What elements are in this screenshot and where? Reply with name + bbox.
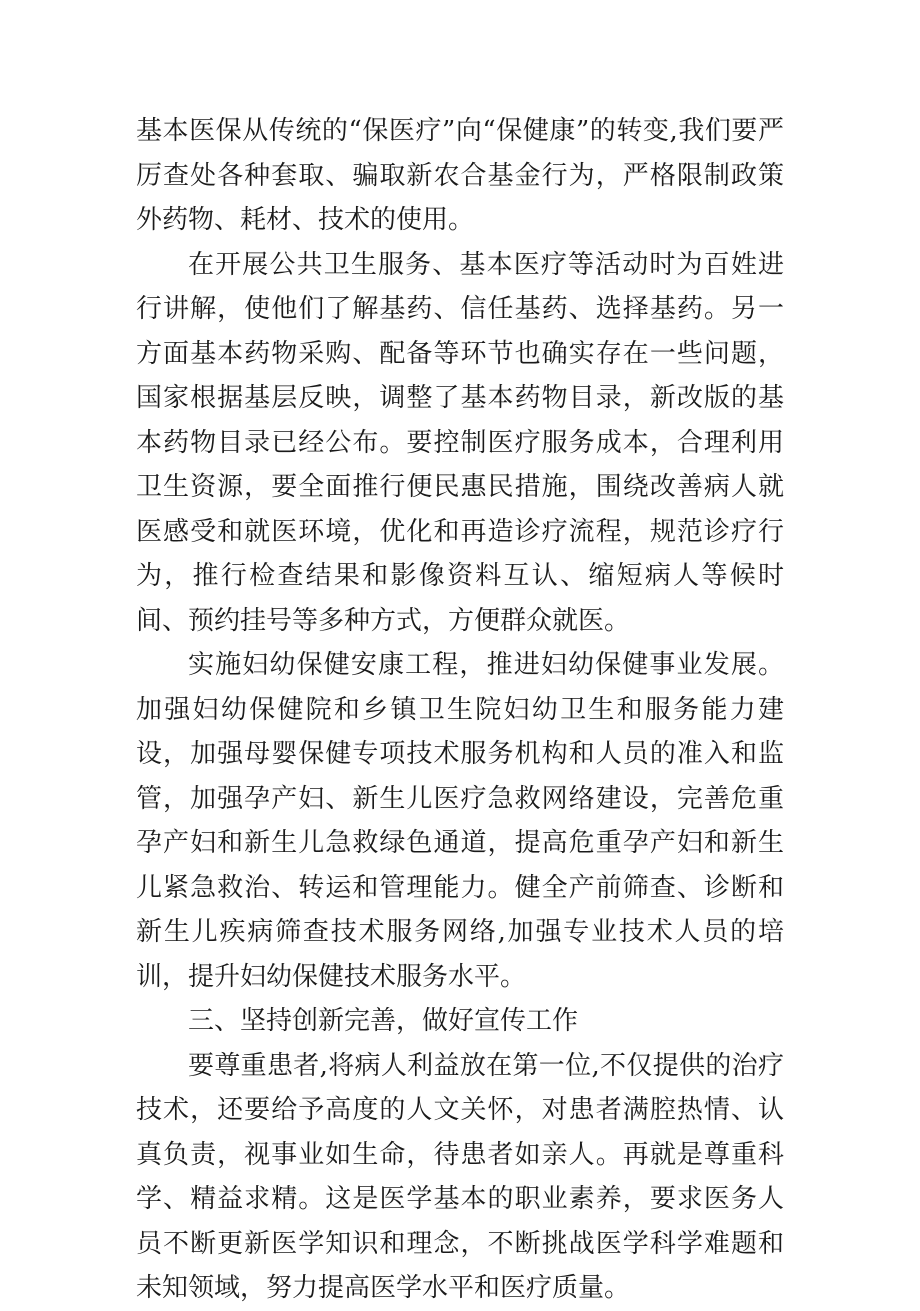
paragraph-1: 基本医保从传统的“保医疗”向“保健康”的转变,我们要严厉查处各种套取、骗取新农合基金行为，严格限制政策外药物、耗材、技术的使用。 bbox=[136, 116, 784, 235]
paragraph-2: 在开展公共卫生服务、基本医疗等活动时为百姓进行讲解，使他们了解基药、信任基药、选择基药。另一方面基本药物采购、配备等环节也确实存在一些问题，国家根据基层反映，调整了基本药物目录，新改版的基本药物目录已经公布。要控制医疗服务成本，合理利用卫生资源，要全面推行便民惠民措施，围绕改善病人就医感受和就医环境，优化和再造诊疗流程，规范诊疗行为，推行检查结果和影像资料互认、缩短病人等候时间、预约挂号等多种方式，方便群众就医。 bbox=[136, 249, 784, 636]
document-body bbox=[136, 109, 784, 1311]
paragraph-3: 实施妇幼保健安康工程，推进妇幼保健事业发展。加强妇幼保健院和乡镇卫生院妇幼卫生和服务能力建设，加强母婴保健专项技术服务机构和人员的准入和监管，加强孕产妇、新生儿医疗急救网络建设，完善危重孕产妇和新生儿急救绿色通道，提高危重孕产妇和新生儿紧急救治、转运和管理能力。健全产前筛查、诊断和新生儿疾病筛查技术服务网络,加强专业技术人员的培训，提升妇幼保健技术服务水平。 bbox=[136, 650, 784, 992]
section-heading: 三、坚持创新完善，做好宣传工作 bbox=[188, 1006, 579, 1036]
paragraph-4: 要尊重患者,将病人利益放在第一位,不仅提供的治疗技术，还要给予高度的人文关怀，对患者满腔热情、认真负责，视事业如生命，待患者如亲人。再就是尊重科学、精益求精。这是医学基本的职业素养，要求医务人员不断更新医学知识和理念，不断挑战医学科学难题和未知领域，努力提高医学水平和医疗质量。 bbox=[136, 1050, 784, 1303]
